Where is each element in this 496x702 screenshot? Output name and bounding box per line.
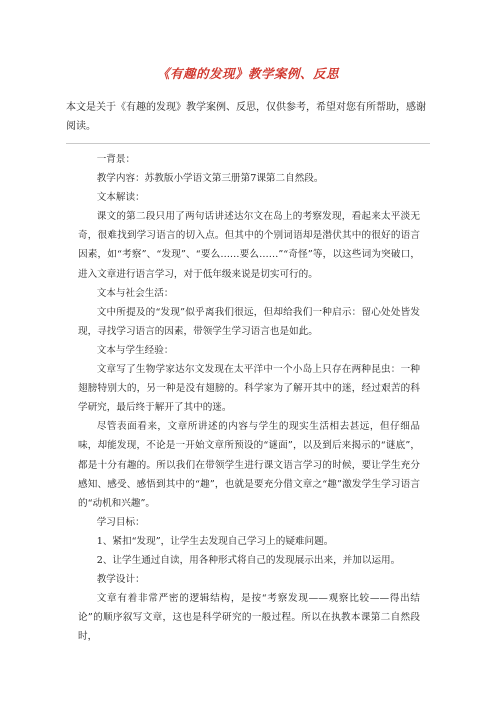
body-paragraph: 1、紧扣“发现”，让学生去发现自己学习上的疑难问题。 (96, 535, 334, 547)
body-paragraph: 2、让学生通过自读，用各种形式将自己的发现展示出来，并加以运用。 (96, 554, 401, 566)
body-paragraph: 教学设计： (96, 574, 145, 586)
body-paragraph: 文章有着非常严密的逻辑结构，是按“考察发现——观察比较——得出结论”的顺序叙写文章，这也是科学研究的一般过程。所以在执教本课第二自然段时， (78, 593, 420, 643)
body-paragraph: 文中所提及的“发现”似乎离我们很远，但却给我们一种启示：留心处处皆发现，寻找学习语言的因素，带领学生学习语言也是如此。 (78, 306, 420, 337)
document-body (78, 150, 420, 646)
document-title: 《有趣的发现》教学案例、反思 (156, 66, 339, 81)
body-paragraph: 文本与学生经验： (96, 344, 174, 356)
body-paragraph: 课文的第二段只用了两句话讲述达尔文在岛上的考察发现，看起来太平淡无奇，很难找到学习语言的切入点。但其中的个别词语却是潜伏其中的很好的语言因素，如“考察”、“发现”、“要么……要么……”“奇怪”等，以这些词为突破口，进入文章进行语言学习，对于低年级来说是切实可行的。 (78, 211, 420, 280)
body-paragraph: 尽管表面看来，文章所讲述的内容与学生的现实生活相去甚远，但仔细品味，却能发现，不论是一开始文章所预设的“谜面”，以及到后来揭示的“谜底”，都是十分有趣的。所以我们在带领学生进行课文语言学习的时候，要让学生充分感知、感受、感悟到其中的“趣”，也就是要充分借文章之“趣”激发学生学习语言的“动机和兴趣”。 (78, 421, 420, 509)
body-paragraph: 一背景： (96, 154, 136, 165)
intro-paragraph: 本文是关于《有趣的发现》教学案例、反思，仅供参考，希望对您有所帮助，感谢阅读。 (66, 102, 426, 132)
body-paragraph: 文本解读： (96, 192, 145, 204)
body-paragraph: 文章写了生物学家达尔文发现在太平洋中一个小岛上只存在两种昆虫：一种翅膀特别大的，另一种是没有翅膀的。科学家为了解开其中的迷，经过艰苦的科学研究，最后终于解开了其中的迷。 (78, 364, 420, 414)
body-paragraph: 学习目标： (96, 516, 145, 528)
divider-line (66, 143, 430, 144)
body-paragraph: 教学内容：苏教版小学语文第三册第7课第二自然段。 (96, 173, 324, 185)
body-paragraph: 文本与社会生活： (96, 287, 174, 299)
